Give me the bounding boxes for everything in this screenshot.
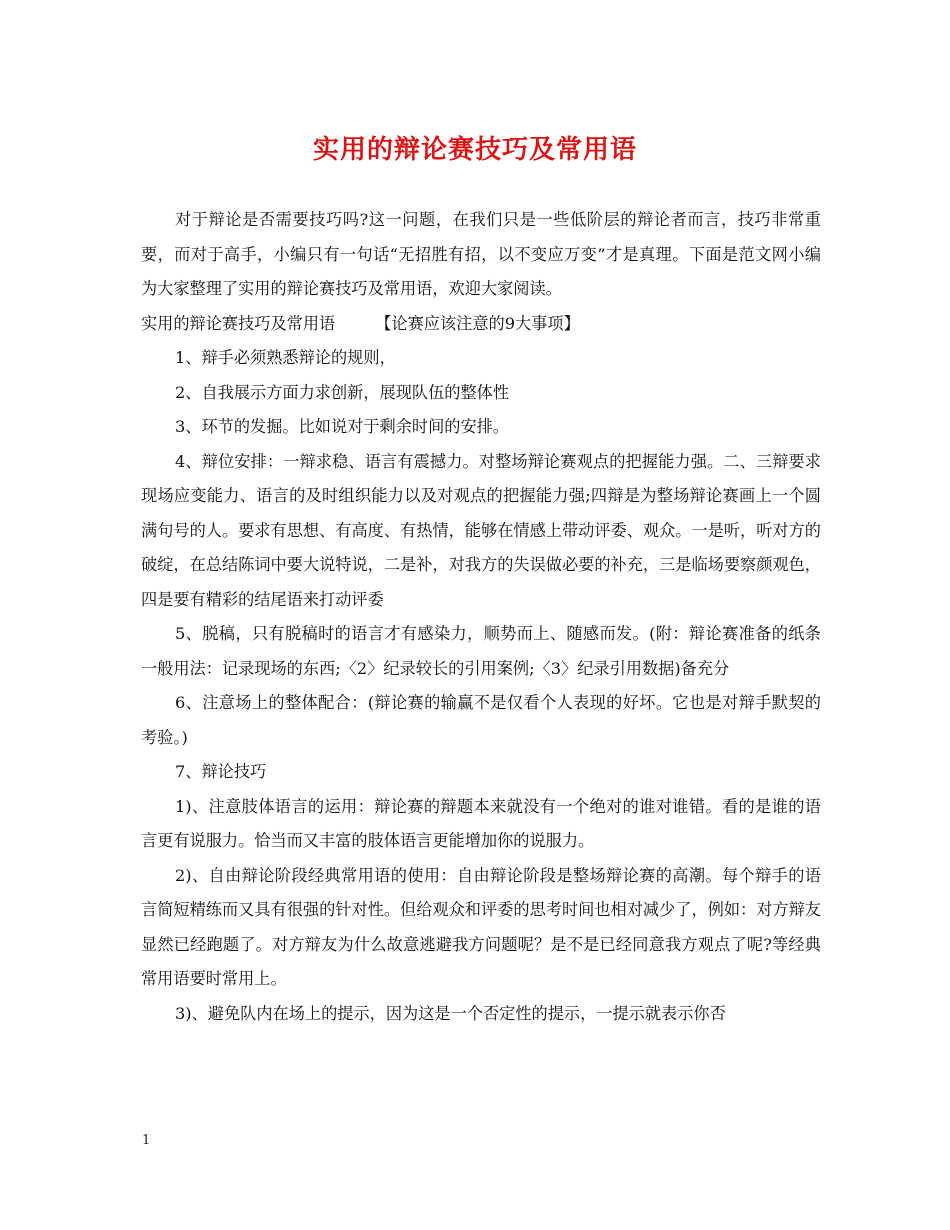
- list-item: 2、自我展示方面力求创新，展现队伍的整体性: [175, 382, 510, 402]
- list-item: 1)、注意肢体语言的运用：辩论赛的辩题本来就没有一个绝对的谁对谁错。看的是谁的语言更有说服力。恰当而又丰富的肢体语言更能增加你的说服力。: [141, 796, 821, 850]
- list-item: 4、辩位安排：一辩求稳、语言有震撼力。对整场辩论赛观点的把握能力强。二、三辩要求现场应变能力、语言的及时组织能力以及对观点的把握能力强;四辩是为整场辩论赛画上一个圆满句号的人。要求有思想、有高度、有热情，能够在情感上带动评委、观众。一是听，听对方的破绽，在总结陈词中要大说特说，二是补，对我方的失误做必要的补充，三是临场要察颜观色，四是要有精彩的结尾语来打动评委: [141, 451, 821, 609]
- list-item: 2)、自由辩论阶段经典常用语的使用：自由辩论阶段是整场辩论赛的高潮。每个辩手的语言简短精练而又具有很强的针对性。但给观众和评委的思考时间也相对减少了，例如：对方辩友显然已经跑题了。对方辩友为什么故意逃避我方问题呢？是不是已经同意我方观点了呢?等经典常用语要时常用上。: [141, 865, 821, 988]
- list-item: 5、脱稿，只有脱稿时的语言才有感染力，顺势而上、随感而发。(附：辩论赛准备的纸条一般用法：记录现场的东西;〈2〉纪录较长的引用案例;〈3〉纪录引用数据)备充分: [141, 624, 821, 678]
- list-item: 3、环节的发掘。比如说对于剩余时间的安排。: [175, 417, 510, 436]
- intro-paragraph: 对于辩论是否需要技巧吗?这一问题，在我们只是一些低阶层的辩论者而言，技巧非常重要，而对于高手，小编只有一句话“无招胜有招，以不变应万变”才是真理。下面是范文网小编为大家整理了实用的辩论赛技巧及常用语，欢迎大家阅读。: [141, 210, 821, 298]
- subheading-left: 实用的辩论赛技巧及常用语: [141, 313, 336, 333]
- list-item: 3)、避免队内在场上的提示，因为这是一个否定性的提示，一提示就表示你否: [175, 1003, 726, 1023]
- subheading-right: 【论赛应该注意的9大事项】: [375, 313, 580, 333]
- list-item: 7、辩论技巧: [175, 762, 267, 781]
- document-title: 实用的辩论赛技巧及常用语: [312, 135, 637, 165]
- subheading-line: [141, 307, 821, 342]
- list-item: 1、辩手必须熟悉辩论的规则，: [175, 348, 396, 367]
- list-item: 6、注意场上的整体配合：(辩论赛的输赢不是仅看个人表现的好坏。它也是对辩手默契的考验。): [141, 693, 821, 747]
- page-number: 1: [142, 1133, 151, 1148]
- document-body: [141, 203, 821, 1031]
